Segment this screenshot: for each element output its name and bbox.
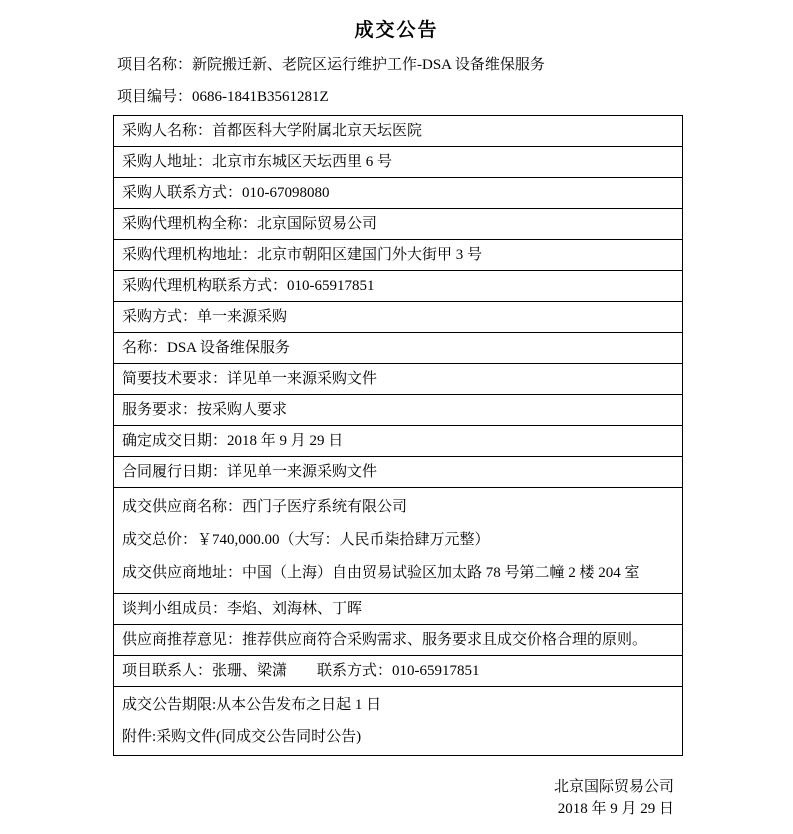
row-text: 谈判小组成员：李焰、刘海林、丁晖 [122,601,363,617]
row-text: 供应商推荐意见：推荐供应商符合采购需求、服务要求且成交价格合理的原则。 [122,632,648,648]
row-text: 采购人联系方式：010-67098080 [122,185,330,201]
project-number-line: 项目编号：0686-1841B3561281Z [117,89,329,105]
table-row-buyer-name [114,116,682,146]
row-text: 名称：DSA 设备维保服务 [122,340,290,356]
table-row-buyer-contact [114,177,682,208]
row-text: 采购人名称：首都医科大学附属北京天坛医院 [122,123,423,139]
row-text: 成交总价：￥740,000.00（大写：人民币柒拾肆万元整） [122,532,490,548]
page-title: 成交公告 [354,20,439,41]
row-text: 采购代理机构联系方式：010-65917851 [122,278,375,294]
table-row-supplier-info [114,487,682,593]
row-text: 采购代理机构全称：北京国际贸易公司 [122,216,378,232]
row-text: 成交供应商名称：西门子医疗系统有限公司 [122,499,408,515]
row-text: 服务要求：按采购人要求 [122,402,288,418]
table-row-award-date [114,425,682,456]
row-text: 成交供应商地址：中国（上海）自由贸易试验区加太路 78 号第二幢 2 楼 204 室 [122,565,640,581]
signature-date: 2018 年 9 月 29 日 [557,801,674,817]
row-text: 成交公告期限:从本公告发布之日起 1 日 [122,697,382,713]
row-text: 确定成交日期：2018 年 9 月 29 日 [122,433,344,449]
table-row-technical-requirements [114,363,682,394]
announcement-table [113,115,683,756]
table-row-negotiation-team [114,593,682,624]
project-name-line: 项目名称：新院搬迁新、老院区运行维护工作-DSA 设备维保服务 [117,57,545,73]
table-row-contract-performance-date [114,456,682,487]
table-row-service-requirements [114,394,682,425]
table-row-announcement-period [114,686,682,755]
row-text: 简要技术要求：详见单一来源采购文件 [122,371,378,387]
row-text: 附件:采购文件(同成交公告同时公告) [122,729,362,745]
table-row-recommendation-opinion [114,624,682,655]
table-row-agency-contact [114,270,682,301]
table-row-agency-address [114,239,682,270]
table-row-agency-name [114,208,682,239]
table-row-procurement-method [114,301,682,332]
row-text: 采购人地址：北京市东城区天坛西里 6 号 [122,154,393,170]
signature-agency: 北京国际贸易公司 [553,779,674,795]
signature-block [0,776,674,820]
table-row-item-name [114,332,682,363]
table-row-buyer-address [114,146,682,177]
row-text: 采购代理机构地址：北京市朝阳区建国门外大街甲 3 号 [122,247,483,263]
row-text: 合同履行日期：详见单一来源采购文件 [122,464,378,480]
row-text: 采购方式：单一来源采购 [122,309,288,325]
row-text: 项目联系人：张珊、梁潇 联系方式：010-65917851 [122,663,480,679]
table-row-project-contact [114,655,682,686]
